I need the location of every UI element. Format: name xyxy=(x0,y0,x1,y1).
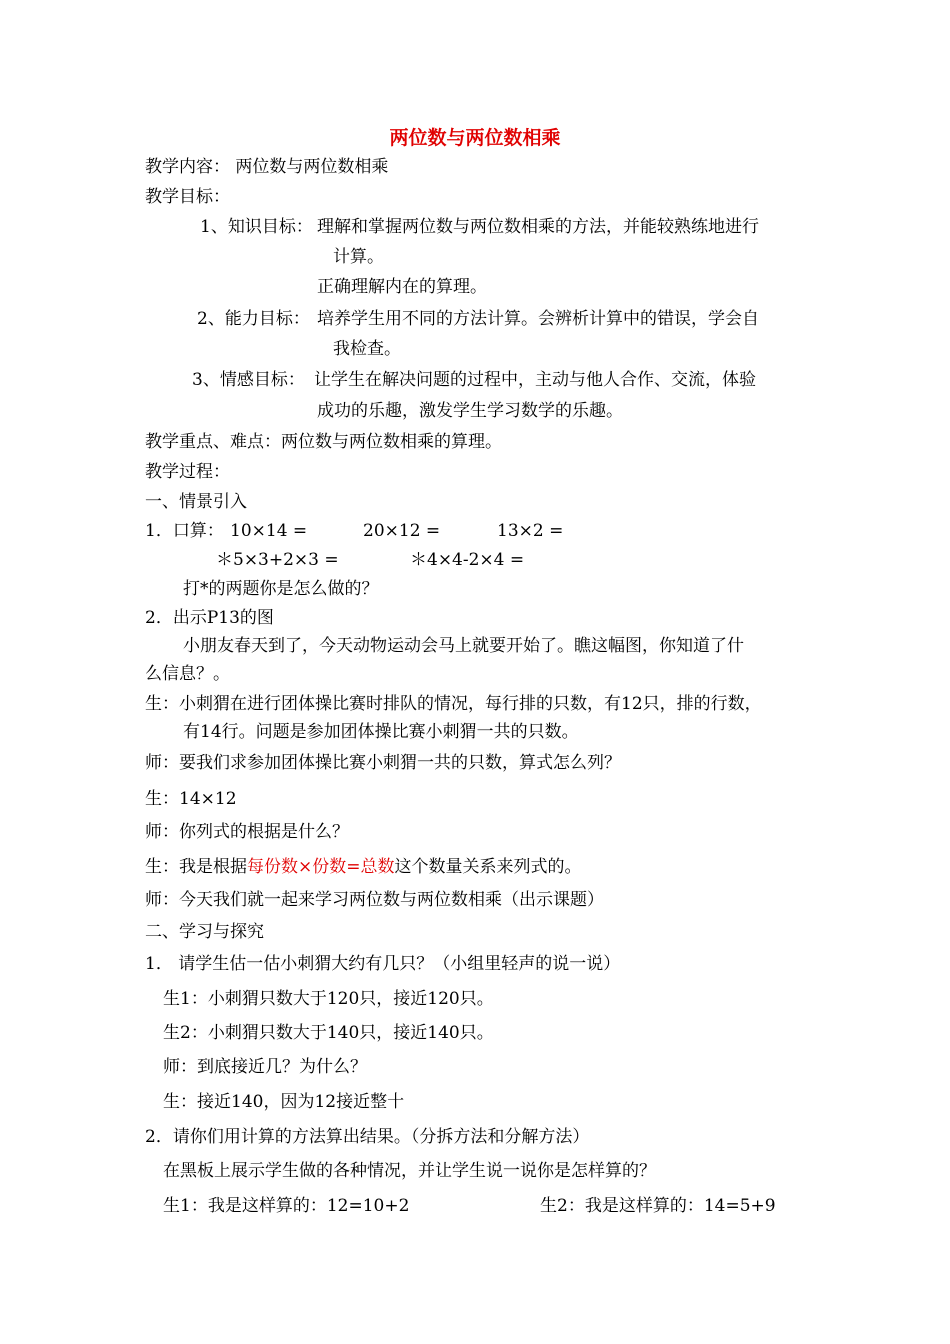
mental-math-label: 1．口算： xyxy=(145,521,224,541)
goal-1-continued: 计算。 xyxy=(333,247,384,267)
process-heading: 教学过程： xyxy=(145,462,230,482)
mental-math-e: ＊4×4-2×4 = xyxy=(410,550,525,570)
teacher-question-1: 师：要我们求参加团体操比赛小刺猬一共的只数，算式怎么列？ xyxy=(145,753,621,773)
mental-math-b: 20×12 = xyxy=(363,521,441,541)
estimate-student-1: 生1：小刺猬只数大于120只，接近120只。 xyxy=(163,989,494,1009)
story-line-2: 么信息？。 xyxy=(145,664,230,684)
estimate-teacher: 师：到底接近几？为什么？ xyxy=(163,1057,367,1077)
estimate-question: 1． 请学生估一估小刺猬大约有几只？（小组里轻声的说一说） xyxy=(145,954,621,974)
goal-3-label: 3、情感目标： xyxy=(192,370,305,390)
goal-3-text: 让学生在解决问题的过程中，主动与他人合作、交流，体验 xyxy=(314,370,756,390)
mental-math-d: ＊5×3+2×3 = xyxy=(216,550,339,570)
student-answer-3 xyxy=(145,856,582,878)
doc-title: 两位数与两位数相乘 xyxy=(389,127,561,149)
estimate-student-2: 生2：小刺猬只数大于140只，接近140只。 xyxy=(163,1023,494,1043)
goal-2-text: 培养学生用不同的方法计算。会辨析计算中的错误，学会自 xyxy=(317,309,759,329)
student-answer-3-prefix: 生：我是根据 xyxy=(145,857,247,877)
teacher-intro-topic: 师：今天我们就一起来学习两位数与两位数相乘（出示课题） xyxy=(145,890,604,910)
teaching-goals-heading: 教学目标： xyxy=(145,187,230,207)
mental-math-c: 13×2 = xyxy=(497,521,564,541)
section-1-heading: 一、情景引入 xyxy=(145,492,247,512)
blackboard-show: 在黑板上展示学生做的各种情况，并让学生说一说你是怎样算的？ xyxy=(163,1161,656,1181)
student-answer-2: 生：14×12 xyxy=(145,789,237,809)
mental-math-question: 打*的两题你是怎么做的？ xyxy=(183,579,379,599)
story-line-1: 小朋友春天到了，今天动物运动会马上就要开始了。瞧这幅图，你知道了什 xyxy=(183,636,744,656)
student-answer-1a: 生：小刺猬在进行团体操比赛时排队的情况，每行排的只数，有12只，排的行数， xyxy=(145,694,762,714)
student-answer-3-suffix: 这个数量关系来列式的。 xyxy=(394,857,582,877)
teaching-content: 教学内容： 两位数与两位数相乘 xyxy=(145,157,389,177)
goal-3-continued: 成功的乐趣，激发学生学习数学的乐趣。 xyxy=(317,401,623,421)
method-student-2: 生2：我是这样算的：14=5+9 xyxy=(540,1196,776,1216)
quantity-relation-highlight: 每份数×份数=总数 xyxy=(247,857,395,877)
student-answer-1b: 有14行。问题是参加团体操比赛小刺猬一共的只数。 xyxy=(183,722,579,742)
key-points: 教学重点、难点：两位数与两位数相乘的算理。 xyxy=(145,432,502,452)
compute-question: 2．请你们用计算的方法算出结果。（分拆方法和分解方法） xyxy=(145,1127,590,1147)
goal-1-extra: 正确理解内在的算理。 xyxy=(317,277,487,297)
teacher-question-2: 师：你列式的根据是什么？ xyxy=(145,822,349,842)
estimate-student-3: 生：接近140，因为12接近整十 xyxy=(163,1092,405,1112)
section-2-heading: 二、学习与探究 xyxy=(145,922,264,942)
goal-1-text: 理解和掌握两位数与两位数相乘的方法，并能较熟练地进行 xyxy=(317,217,759,237)
mental-math-a: 10×14 = xyxy=(230,521,308,541)
goal-2-label: 2、能力目标： xyxy=(197,309,310,329)
show-figure: 2．出示P13的图 xyxy=(145,608,274,628)
goal-2-continued: 我检查。 xyxy=(333,339,401,359)
goal-1-label: 1、知识目标： xyxy=(200,217,313,237)
method-student-1: 生1：我是这样算的：12=10+2 xyxy=(163,1196,410,1216)
